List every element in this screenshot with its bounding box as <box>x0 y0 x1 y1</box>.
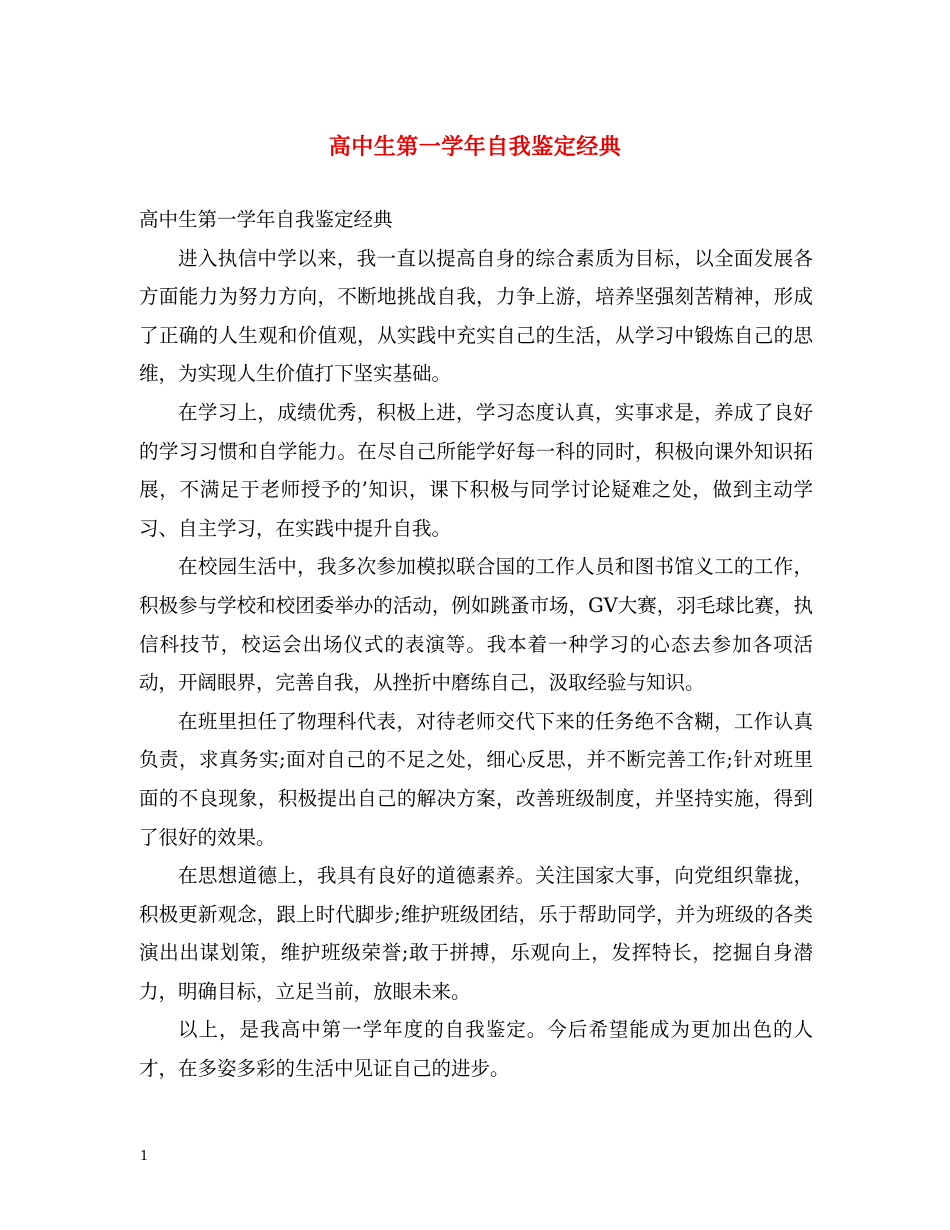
document-body <box>139 201 813 1089</box>
paragraph-morality: 在思想道德上，我具有良好的道德素养。关注国家大事，向党组织靠拢，积极更新观念，跟上时代脚步;维护班级团结，乐于帮助同学，并为班级的各类演出出谋划策，维护班级荣誉;敢于拼搏，乐观向上，发挥特长，挖掘自身潜力，明确目标，立足当前，放眼未来。 <box>139 864 813 1003</box>
paragraph-intro: 进入执信中学以来，我一直以提高自身的综合素质为目标，以全面发展各方面能力为努力方向，不断地挑战自我，力争上游，培养坚强刻苦精神，形成了正确的人生观和价值观，从实践中充实自己的生活，从学习中锻炼自己的思维，为实现人生价值打下坚实基础。 <box>139 246 813 386</box>
document-title: 高中生第一学年自我鉴定经典 <box>328 134 622 160</box>
paragraph-class-duty: 在班里担任了物理科代表，对待老师交代下来的任务绝不含糊，工作认真负责，求真务实;面对自己的不足之处，细心反思，并不断完善工作;针对班里面的不良现象，积极提出自己的解决方案，改善班级制度，并坚持实施，得到了很好的效果。 <box>139 709 813 849</box>
paragraph-campus-life: 在校园生活中，我多次参加模拟联合国的工作人员和图书馆义工的工作，积极参与学校和校团委举办的活动，例如跳蚤市场，GV大赛，羽毛球比赛，执信科技节，校运会出场仪式的表演等。我本着一种学习的心态去参加各项活动，开阔眼界，完善自我，从挫折中磨练自己，汲取经验与知识。 <box>139 555 813 695</box>
document-subtitle: 高中生第一学年自我鉴定经典 <box>139 208 393 231</box>
page-number: 1 <box>140 1149 149 1164</box>
paragraph-study: 在学习上，成绩优秀，积极上进，学习态度认真，实事求是，养成了良好的学习习惯和自学能力。在尽自己所能学好每一科的同时，积极向课外知识拓展，不满足于老师授予的’知识，课下积极与同学讨论疑难之处，做到主动学习、自主学习，在实践中提升自我。 <box>139 400 813 540</box>
paragraph-conclusion: 以上，是我高中第一学年度的自我鉴定。今后希望能成为更加出色的人才，在多姿多彩的生活中见证自己的进步。 <box>139 1018 813 1081</box>
